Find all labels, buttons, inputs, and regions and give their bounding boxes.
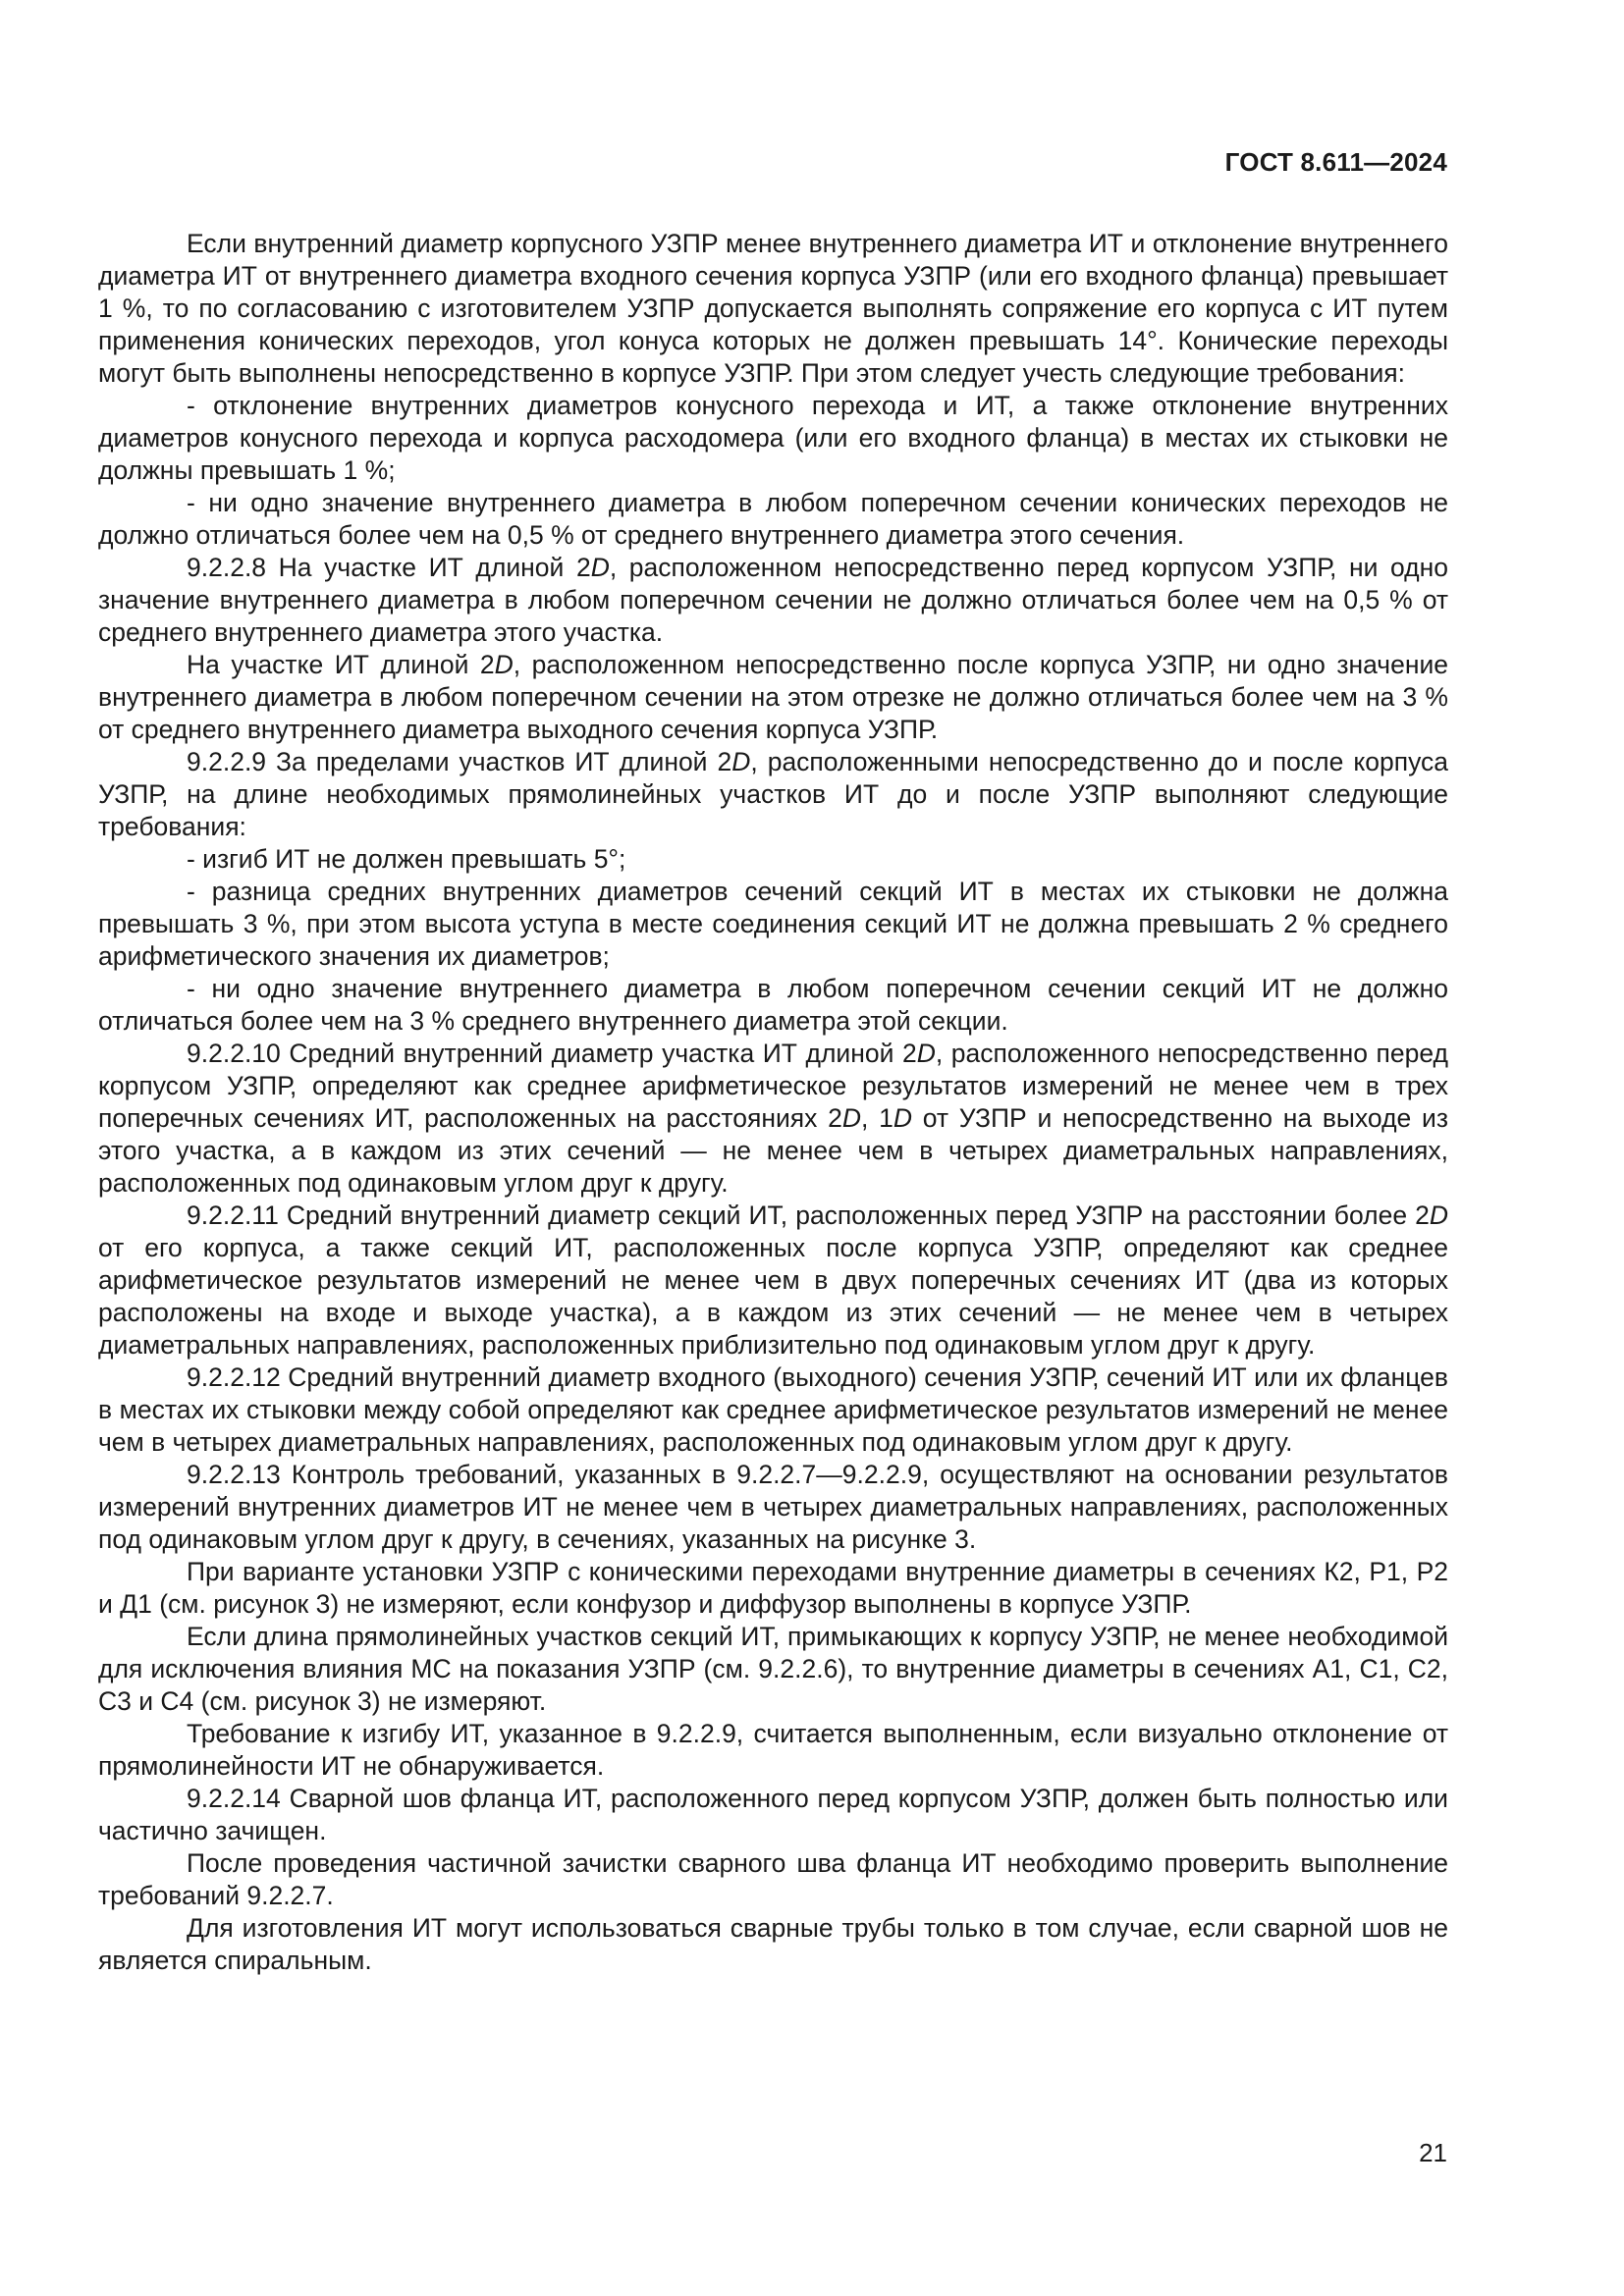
paragraph: 9.2.2.10 Средний внутренний диаметр участка ИТ длиной 2D, расположенного непосредственно перед корпусом УЗПР, определяют как среднее арифметическое результатов измерений не менее чем в трех поперечных сечениях ИТ, расположенных на расстояниях 2D, 1D от УЗПР и непосредственно на выходе из этого участка, а в каждом из этих сечений — не менее чем в четырех диаметральных направлениях, расположенных под одинаковым углом друг к другу. [98, 1039, 1448, 1198]
paragraph: 9.2.2.9 За пределами участков ИТ длиной 2D, расположенными непосредственно до и после корпуса УЗПР, на длине необходимых прямолинейных участков ИТ до и после УЗПР выполняют следующие требования: [98, 747, 1449, 841]
document-body [98, 228, 1448, 1977]
document-id-header: ГОСТ 8.611—2024 [1224, 147, 1447, 177]
paragraph: 9.2.2.8 На участке ИТ длиной 2D, расположенном непосредственно перед корпусом УЗПР, ни одно значение внутреннего диаметра в любом поперечном сечении не должно отличаться более чем на 0,5 % от среднего внутреннего диаметра этого участка. [98, 553, 1448, 647]
paragraph: 9.2.2.14 Сварной шов фланца ИТ, расположенного перед корпусом УЗПР, должен быть полностью или частично зачищен. [98, 1784, 1448, 1845]
paragraph: - отклонение внутренних диаметров конусного перехода и ИТ, а также отклонение внутренних диаметров конусного перехода и корпуса расходомера (или его входного фланца) в местах их стыковки не должны превышать 1 %; [98, 391, 1448, 485]
paragraph: - разница средних внутренних диаметров сечений секций ИТ в местах их стыковки не должна превышать 3 %, при этом высота уступа в месте соединения секций ИТ не должна превышать 2 % среднего арифметического значения их диаметров; [98, 877, 1448, 971]
paragraph: 9.2.2.12 Средний внутренний диаметр входного (выходного) сечения УЗПР, сечений ИТ или их фланцев в местах их стыковки между собой определяют как среднее арифметическое результатов измерений не менее чем в четырех диаметральных направлениях, расположенных под одинаковым углом друг к другу. [98, 1362, 1448, 1457]
paragraph: При варианте установки УЗПР с коническими переходами внутренние диаметры в сечениях К2, Р1, Р2 и Д1 (см. рисунок 3) не измеряют, если конфузор и диффузор выполнены в корпусе УЗПР. [98, 1557, 1448, 1619]
paragraph: - ни одно значение внутреннего диаметра в любом поперечном сечении секций ИТ не должно отличаться более чем на 3 % среднего внутреннего диаметра этой секции. [98, 974, 1448, 1036]
paragraph: Если внутренний диаметр корпусного УЗПР менее внутреннего диаметра ИТ и отклонение внутреннего диаметра ИТ от внутреннего диаметра входного сечения корпуса УЗПР (или его входного фланца) превышает 1 %, то по согласованию с изготовителем УЗПР допускается выполнять сопряжение его корпуса с ИТ путем применения конических переходов, угол конуса которых не должен превышать 14°. Конические переходы могут быть выполнены непосредственно в корпусе УЗПР. При этом следует учесть следующие требования: [98, 229, 1448, 388]
paragraph: На участке ИТ длиной 2D, расположенном непосредственно после корпуса УЗПР, ни одно значение внутреннего диаметра в любом поперечном сечении на этом отрезке не должно отличаться более чем на 3 % от среднего внутреннего диаметра выходного сечения корпуса УЗПР. [98, 650, 1448, 744]
paragraph: 9.2.2.13 Контроль требований, указанных в 9.2.2.7—9.2.2.9, осуществляют на основании результатов измерений внутренних диаметров ИТ не менее чем в четырех диаметральных направлениях, расположенных под одинаковым углом друг к другу, в сечениях, указанных на рисунке 3. [98, 1460, 1448, 1554]
paragraph: Если длина прямолинейных участков секций ИТ, примыкающих к корпусу УЗПР, не менее необходимой для исключения влияния МС на показания УЗПР (см. 9.2.2.6), то внутренние диаметры в сечениях А1, С1, С2, С3 и С4 (см. рисунок 3) не измеряют. [98, 1622, 1448, 1716]
paragraph: 9.2.2.11 Средний внутренний диаметр секций ИТ, расположенных перед УЗПР на расстоянии более 2D от его корпуса, а также секций ИТ, расположенных после корпуса УЗПР, определяют как среднее арифметическое результатов измерений не менее чем в двух поперечных сечениях ИТ (два из которых расположены на входе и выходе участка), а в каждом из этих сечений — не менее чем в четырех диаметральных направлениях, расположенных приблизительно под одинаковым углом друг к другу. [98, 1201, 1448, 1360]
paragraph: После проведения частичной зачистки сварного шва фланца ИТ необходимо проверить выполнение требований 9.2.2.7. [98, 1848, 1448, 1910]
paragraph: - изгиб ИТ не должен превышать 5°; [187, 844, 626, 874]
paragraph: - ни одно значение внутреннего диаметра в любом поперечном сечении конических переходов не должно отличаться более чем на 0,5 % от среднего внутреннего диаметра этого сечения. [98, 488, 1448, 550]
page-number: 21 [1419, 2138, 1447, 2167]
paragraph: Для изготовления ИТ могут использоваться сварные трубы только в том случае, если сварной шов не является спиральным. [98, 1913, 1448, 1975]
paragraph: Требование к изгибу ИТ, указанное в 9.2.2.9, считается выполненным, если визуально отклонение от прямолинейности ИТ не обнаруживается. [98, 1719, 1448, 1781]
